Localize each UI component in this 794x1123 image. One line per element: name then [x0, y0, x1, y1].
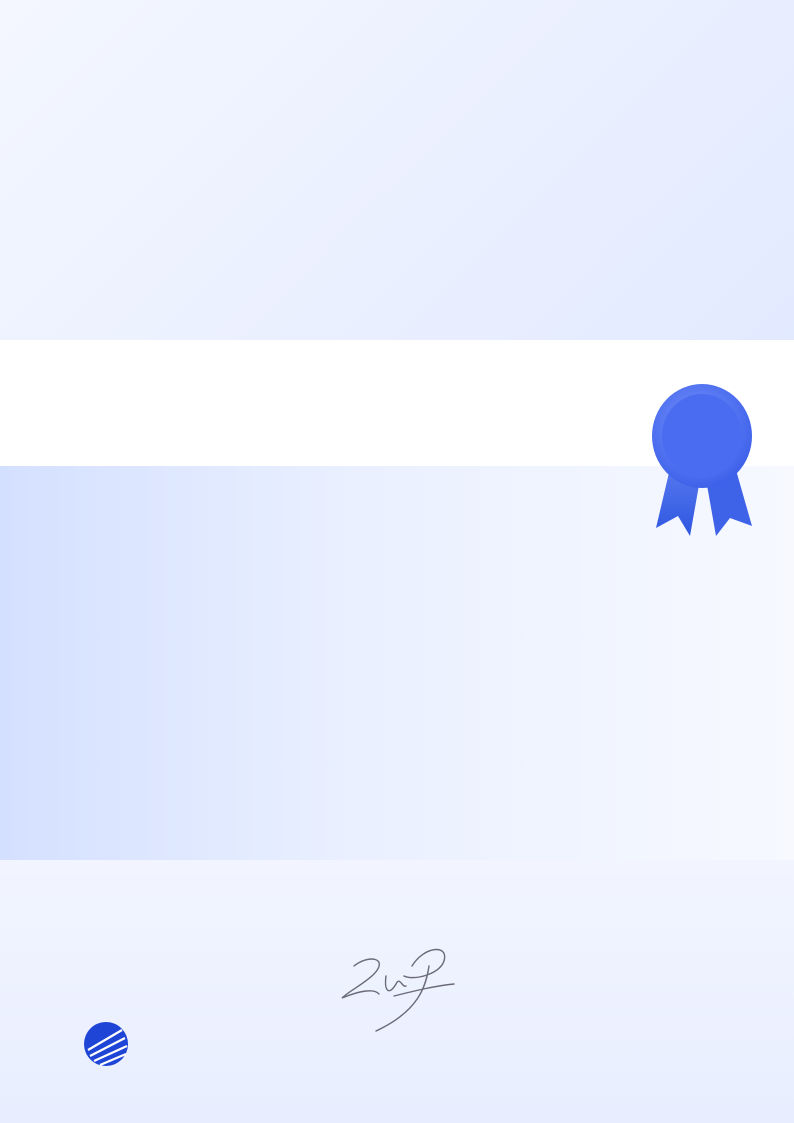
award-medal-icon: [634, 360, 769, 550]
company-logo: [82, 1020, 139, 1068]
company-logo-icon: [82, 1020, 130, 1068]
director-signature: [334, 936, 464, 1036]
